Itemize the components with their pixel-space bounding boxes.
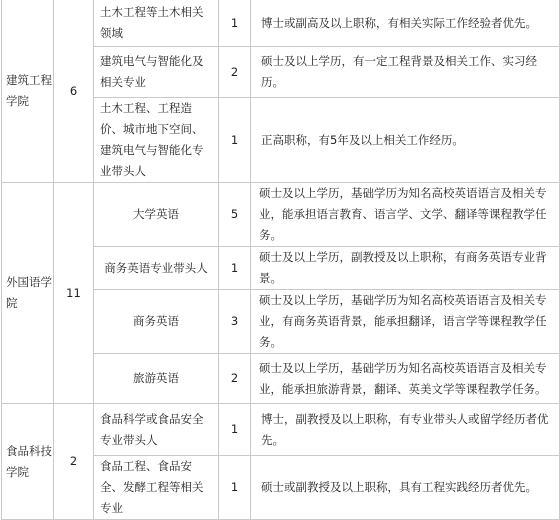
college-name-cell: 食品科技学院 — [2, 404, 54, 520]
requirement-cell: 硕士及以上学历，副教授及以上职称，有商务英语专业背景。 — [251, 247, 560, 290]
college-count-cell: 11 — [54, 183, 94, 404]
position-cell: 商务英语专业带头人 — [94, 247, 219, 290]
headcount-cell: 1 — [219, 247, 251, 290]
table-row — [2, 0, 560, 47]
position-cell: 食品工程、食品安全、发酵工程等相关专业 — [94, 456, 219, 520]
headcount-cell: 1 — [219, 404, 251, 456]
requirement-cell: 博士或副高及以上职称，有相关实际工作经验者优先。 — [251, 0, 560, 47]
headcount-cell: 2 — [219, 354, 251, 404]
college-count-cell: 2 — [54, 404, 94, 520]
headcount-cell: 1 — [219, 0, 251, 47]
requirement-cell: 硕士及以上学历，基础学历为知名高校英语语言及相关专业，能承担语言教育、语言学、文学、翻译等课程教学任务。 — [251, 183, 560, 247]
position-cell: 建筑电气与智能化及相关专业 — [94, 47, 219, 98]
position-cell: 食品科学或食品安全专业带头人 — [94, 404, 219, 456]
headcount-cell: 1 — [219, 98, 251, 183]
requirement-cell: 硕士及以上学历，有一定工程背景及相关工作、实习经历。 — [251, 47, 560, 98]
position-cell: 商务英语 — [94, 290, 219, 354]
position-cell: 土木工程、工程造价、城市地下空间、建筑电气与智能化专业带头人 — [94, 98, 219, 183]
position-cell: 大学英语 — [94, 183, 219, 247]
headcount-cell: 1 — [219, 456, 251, 520]
table-row — [2, 183, 560, 247]
college-name-cell: 建筑工程学院 — [2, 0, 54, 183]
headcount-cell: 2 — [219, 47, 251, 98]
headcount-cell: 3 — [219, 290, 251, 354]
table-row — [2, 404, 560, 456]
position-cell: 土木工程等土木相关领域 — [94, 0, 219, 47]
requirement-cell: 正高职称，有5年及以上相关工作经历。 — [251, 98, 560, 183]
requirement-cell: 博士，副教授及以上职称，有专业带头人或留学经历者优先。 — [251, 404, 560, 456]
headcount-cell: 5 — [219, 183, 251, 247]
position-cell: 旅游英语 — [94, 354, 219, 404]
college-name-cell: 外国语学院 — [2, 183, 54, 404]
requirement-cell: 硕士及以上学历，基础学历为知名高校英语语言及相关专业，有商务英语背景，能承担翻译，语言学等课程教学任务。 — [251, 290, 560, 354]
requirement-cell: 硕士或副教授及以上职称，具有工程实践经历者优先。 — [251, 456, 560, 520]
college-count-cell: 6 — [54, 0, 94, 183]
recruitment-table — [1, 0, 560, 520]
requirement-cell: 硕士及以上学历，基础学历为知名高校英语语言及相关专业，能承担旅游背景，翻译、英美文学等课程教学任务。 — [251, 354, 560, 404]
